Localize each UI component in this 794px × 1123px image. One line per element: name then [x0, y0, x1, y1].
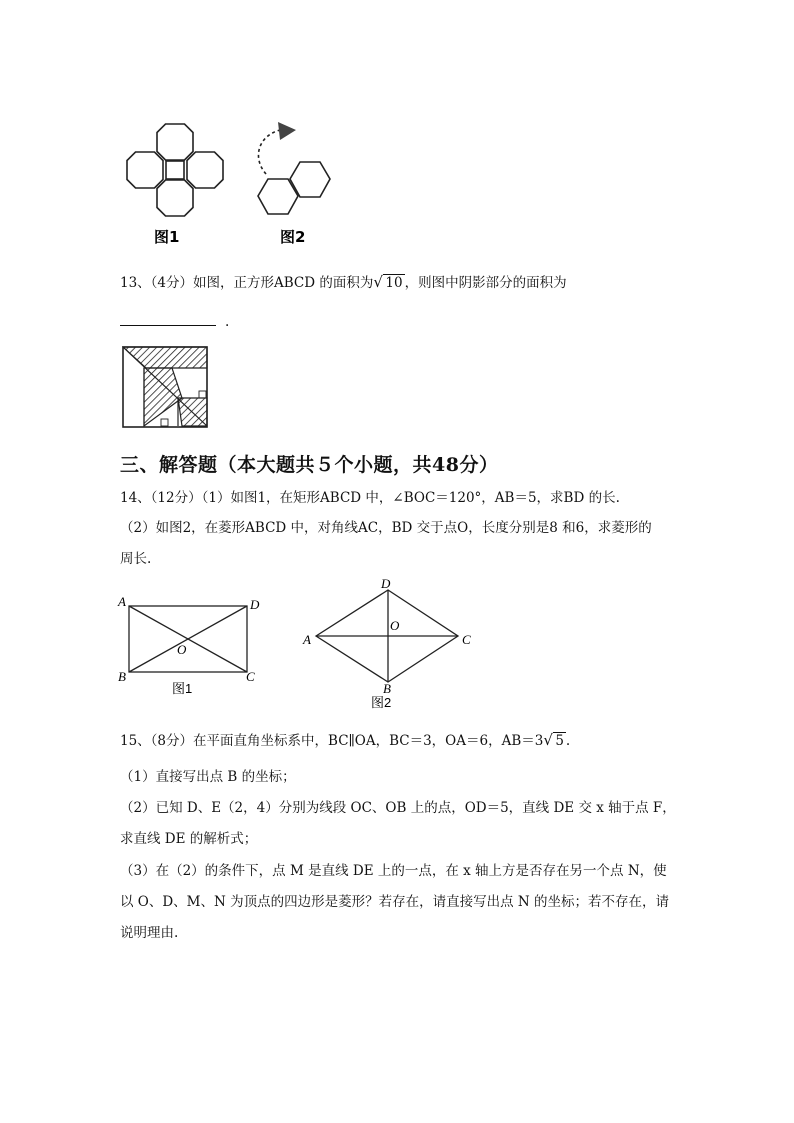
q14-line1: 14、（12分）（1）如图1，在矩形ABCD 中，∠BOC＝120°，AB＝5，求BD 的长.	[120, 490, 620, 506]
octagon-left	[127, 152, 163, 188]
q13-text	[120, 273, 567, 293]
rhombus-label-o: O	[390, 618, 400, 633]
octagon-top	[157, 124, 193, 160]
rhombus-figure	[296, 576, 486, 712]
fig1-caption: 图1	[154, 228, 180, 246]
q15-sqrt	[543, 731, 566, 751]
q15-line3: （2）已知 D、E（2，4）分别为线段 OC、OB 上的点，OD＝5，直线 DE 交 x 轴于点 F，	[120, 800, 676, 816]
q13-figure	[122, 346, 210, 430]
curved-arrow	[258, 130, 280, 174]
section-heading: 三、解答题（本大题共５个小题，共48分）	[120, 454, 499, 476]
rectangle-figure	[112, 592, 272, 702]
q14-line3: 周长.	[120, 551, 152, 567]
q15-line2: （1）直接写出点 B 的坐标；	[120, 769, 296, 785]
q15-radicand: 5	[555, 733, 564, 749]
rhombus-label-b: B	[383, 681, 391, 696]
q15-line1	[120, 731, 570, 751]
q15-line1-prefix: 15、（8分）在平面直角坐标系中，BC∥OA，BC＝3，OA＝6，AB＝3	[120, 733, 544, 749]
sqrt-icon: √	[373, 273, 383, 291]
rhombus-label-c: C	[462, 632, 471, 647]
rhombus-caption: 图2	[371, 695, 392, 710]
rhombus-label-a: A	[303, 632, 311, 647]
hexagon-pair	[258, 130, 330, 214]
q13-suffix: ，则图中阴影部分的面积为	[404, 275, 567, 291]
q15-line6: 以 O、D、M、N 为顶点的四边形是菱形？若存在，请直接写出点 N 的坐标；若不存在，请	[120, 894, 670, 910]
q15-line5: （3）在（2）的条件下，点 M 是直线 DE 上的一点，在 x 轴上方是否存在另一个点 N，使	[120, 863, 667, 879]
q15-line4: 求直线 DE 的解析式；	[120, 831, 258, 847]
rect-label-d: D	[250, 597, 260, 612]
octagon-right	[187, 152, 223, 188]
shaded-top	[123, 347, 207, 368]
rhombus-label-d: D	[381, 576, 391, 591]
q13-prefix: 13、（4分）如图，正方形ABCD 的面积为	[120, 275, 374, 291]
rect-label-o: O	[177, 642, 187, 657]
q15-line1-suffix: .	[565, 733, 571, 749]
q14-line2: （2）如图2，在菱形ABCD 中，对角线AC，BD 交于点O，长度分别是8 和6，求菱形的	[120, 520, 652, 536]
rect-label-c: C	[246, 669, 255, 684]
top-figures	[120, 118, 350, 248]
q13-answer-blank[interactable]	[120, 324, 216, 326]
octagon-flower	[127, 124, 223, 216]
rect-label-b: B	[118, 669, 126, 684]
hexagon-left	[258, 179, 298, 214]
rect-caption: 图1	[172, 681, 193, 696]
sqrt-icon: √	[543, 731, 553, 749]
q15-line7: 说明理由.	[120, 925, 179, 941]
q13-radicand: 10	[385, 275, 403, 291]
q13-blank-end: .	[225, 314, 230, 330]
rect-label-a: A	[118, 594, 126, 609]
q13-sqrt	[373, 273, 404, 293]
arrow-head-icon	[278, 122, 296, 140]
octagon-bottom	[157, 180, 193, 216]
fig2-caption: 图2	[280, 228, 306, 246]
center-square	[166, 161, 184, 179]
